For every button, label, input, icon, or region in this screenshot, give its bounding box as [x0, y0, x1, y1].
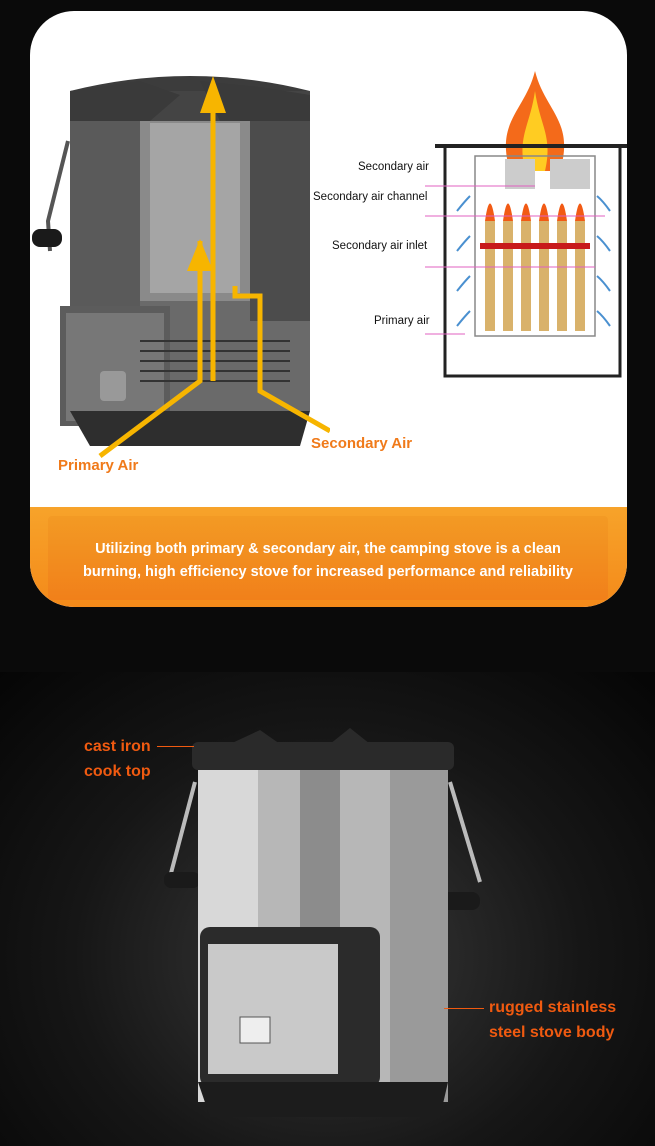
camping-stove-product-image [150, 722, 510, 1142]
cast-iron-leader-line [157, 746, 194, 747]
stainless-body-callout [489, 995, 616, 1045]
cast-iron-callout-line1: cast iron [84, 738, 151, 755]
description-text: Utilizing both primary & secondary air, the camping stove is a clean burning, high efficiency stove for increased performance and reliability [83, 541, 573, 580]
stainless-body-callout-line2: steel stove body [489, 1024, 615, 1041]
secondary-air-label: Secondary Air [311, 435, 413, 452]
description-banner-inner [48, 516, 608, 600]
primary-air-label: Primary Air [58, 457, 139, 474]
secondary-air-channel-label: Secondary air channel [313, 191, 428, 203]
cast-iron-callout-line2: cook top [84, 763, 151, 780]
product-photo-section [0, 672, 655, 1146]
airflow-diagram-panel [30, 11, 627, 607]
secondary-air-inlet-label: Secondary air inlet [332, 240, 428, 252]
stainless-leader-line [444, 1008, 484, 1009]
secondary-air-small-label: Secondary air [358, 161, 429, 173]
stove-cutaway-illustration [30, 51, 330, 501]
primary-air-small-label: Primary air [374, 315, 430, 327]
description-banner [30, 507, 627, 607]
combustion-schematic [425, 71, 627, 391]
stainless-body-callout-line1: rugged stainless [489, 999, 617, 1016]
cast-iron-callout [84, 734, 151, 784]
